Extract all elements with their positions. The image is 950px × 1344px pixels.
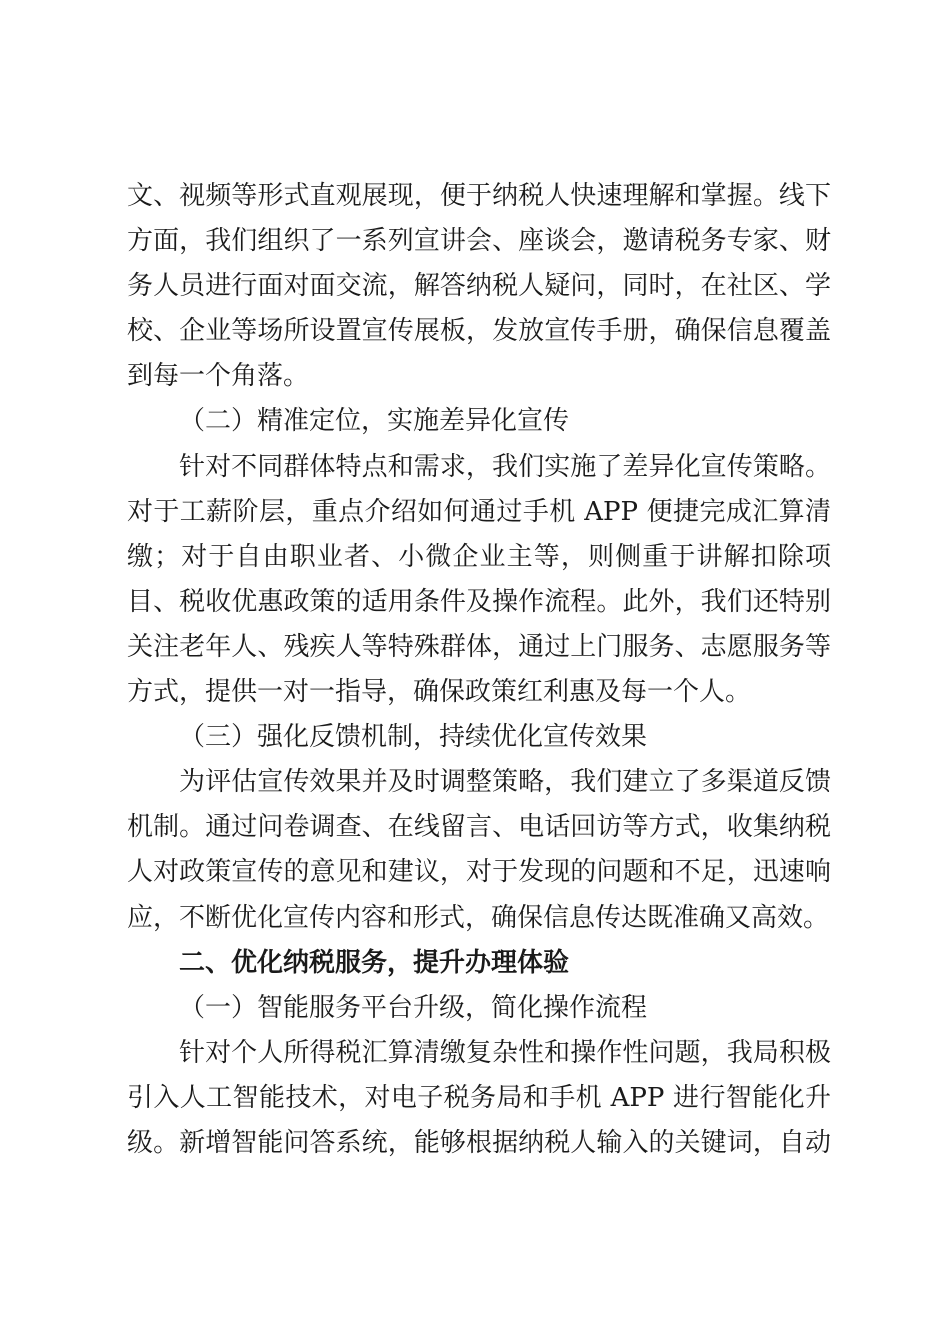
document-body — [127, 174, 831, 1166]
paragraph-line: 目、税收优惠政策的适用条件及操作流程。此外，我们还特别 — [127, 586, 831, 617]
subsection-heading: （三）强化反馈机制，持续优化宣传效果 — [179, 722, 648, 753]
subsection-heading: （一）智能服务平台升级，简化操作流程 — [179, 992, 648, 1023]
paragraph-line: 缴；对于自由职业者、小微企业主等，则侧重于讲解扣除项 — [127, 541, 831, 572]
paragraph-line: 对于工薪阶层，重点介绍如何通过手机 APP 便捷完成汇算清 — [127, 496, 831, 527]
paragraph-line: 方面，我们组织了一系列宣讲会、座谈会，邀请税务专家、财 — [127, 226, 831, 257]
paragraph-line: 为评估宣传效果并及时调整策略，我们建立了多渠道反馈 — [179, 767, 831, 798]
paragraph-line: 方式，提供一对一指导，确保政策红利惠及每一个人。 — [127, 677, 752, 708]
paragraph-line: 文、视频等形式直观展现，便于纳税人快速理解和掌握。线下 — [127, 181, 831, 211]
paragraph-line: 人对政策宣传的意见和建议，对于发现的问题和不足，迅速响 — [127, 857, 831, 888]
paragraph-line: 务人员进行面对面交流，解答纳税人疑问，同时，在社区、学 — [127, 271, 831, 302]
paragraph-line: 校、企业等场所设置宣传展板，发放宣传手册，确保信息覆盖 — [127, 316, 831, 347]
paragraph-line: 关注老年人、残疾人等特殊群体，通过上门服务、志愿服务等 — [127, 631, 831, 662]
paragraph-line: 针对个人所得税汇算清缴复杂性和操作性问题，我局积极 — [179, 1037, 831, 1068]
subsection-heading: （二）精准定位，实施差异化宣传 — [179, 406, 570, 437]
paragraph-line: 级。新增智能问答系统，能够根据纳税人输入的关键词，自动 — [127, 1127, 831, 1158]
paragraph-line: 机制。通过问卷调查、在线留言、电话回访等方式，收集纳税 — [127, 812, 831, 843]
section-heading: 二、优化纳税服务，提升办理体验 — [179, 947, 570, 978]
paragraph-line: 应，不断优化宣传内容和形式，确保信息传达既准确又高效。 — [127, 902, 830, 933]
paragraph-line: 到每一个角落。 — [127, 361, 310, 392]
paragraph-line: 引入人工智能技术，对电子税务局和手机 APP 进行智能化升 — [127, 1082, 831, 1113]
paragraph-line: 针对不同群体特点和需求，我们实施了差异化宣传策略。 — [179, 451, 831, 482]
